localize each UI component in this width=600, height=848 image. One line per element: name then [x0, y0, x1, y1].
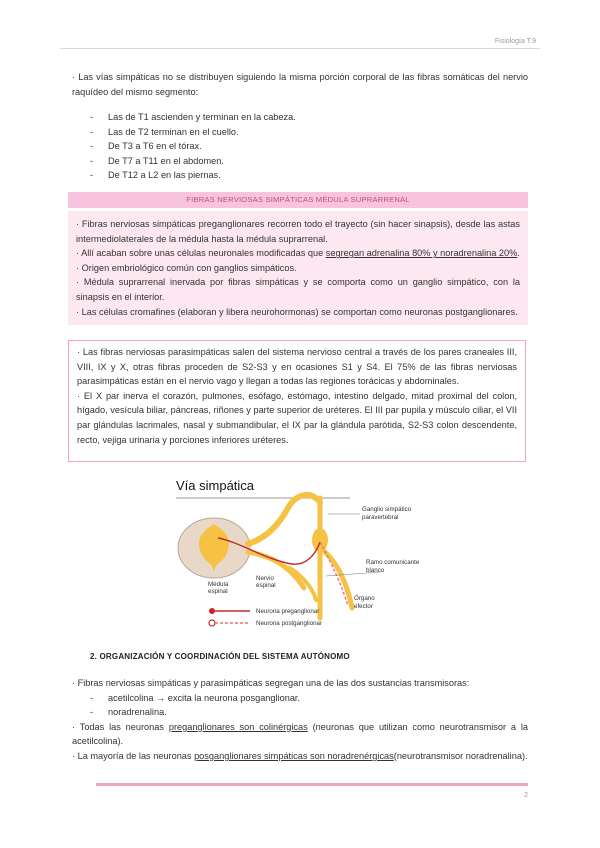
section2-p2: [72, 720, 528, 749]
header-rule: [60, 48, 540, 49]
text-run: · Todas las neuronas: [72, 721, 169, 732]
header-label: Fisiología T.9: [494, 38, 536, 45]
text-run: (neuronas que utilizan como neurotransmisor a la acetilcolina).: [72, 721, 529, 747]
list-item: - Las de T2 terminan en el cuello.: [90, 125, 296, 140]
list-item: - De T7 a T11 en el abdomen.: [90, 154, 296, 169]
footer-bar: [96, 783, 528, 786]
legend-pre-label: Neurona preganglionar: [256, 608, 320, 615]
label-medula: Médula: [208, 581, 229, 588]
suprarrenal-p4: · Médula suprarrenal inervada por fibras simpáticas y se comporta como un ganglio simpático, con la sinapsis en el interior.: [76, 277, 520, 302]
underlined-text: segregan adrenalina 80% y noradrenalina 20%: [325, 248, 518, 259]
section-title-suprarrenal: FIBRAS NERVIOSAS SIMPÁTICAS MÉDULA SUPRARRENAL: [68, 192, 528, 208]
section2-p3: [72, 749, 528, 764]
label-nervio: espinal: [256, 582, 276, 589]
parasimpatico-p1: · Las fibras nerviosas parasimpáticas salen del sistema nervioso central a través de los pares craneales III, VIII, IX y X, otras fibras proceden de S2-S3 y en ocasiones S1 y S4. El 75% de las fibras nerviosas parasimpáticas están en el nervio vago y llegan a todas las regiones torácicas y abdominales.: [77, 347, 517, 387]
label-ganglio: Ganglio simpático: [362, 506, 412, 513]
suprarrenal-p2: [76, 246, 520, 261]
list-item: - noradrenalina.: [72, 705, 528, 720]
text-run: · La mayoría de las neuronas: [72, 750, 195, 761]
legend-pre-icon: [209, 608, 215, 614]
via-simpatica-figure: [170, 468, 440, 638]
label-nervio: Nervio: [256, 575, 274, 582]
label-organo: efector: [354, 603, 373, 610]
suprarrenal-box: [68, 211, 528, 325]
section-heading: 2. ORGANIZACIÓN Y COORDINACIÓN DEL SISTEMA AUTÓNOMO: [90, 652, 350, 661]
label-medula: espinal: [208, 588, 228, 595]
suprarrenal-p5: · Las células cromafines (elaboran y libera neurohormonas) se comportan como neuronas postganglionares.: [76, 306, 518, 317]
organ-branch-icon: [320, 548, 352, 608]
list-item: - Las de T1 ascienden y terminan en la cabeza.: [90, 110, 296, 125]
segment-list: [90, 110, 296, 183]
figure-title: Vía simpática: [176, 478, 255, 493]
list-item: - De T12 a L2 en las piernas.: [90, 168, 296, 183]
label-organo: Órgano: [354, 595, 375, 602]
intro-paragraph: · Las vías simpáticas no se distribuyen siguiendo la misma porción corporal de las fibras somáticas del nervio raquídeo del mismo segmento:: [72, 72, 528, 97]
section2-body: [72, 676, 528, 764]
page-number: 2: [524, 792, 528, 799]
text-run: .: [517, 248, 520, 259]
nerve-root-icon: [248, 495, 320, 544]
suprarrenal-p3: · Origen embriológico común con ganglios simpáticos.: [76, 262, 297, 273]
label-ramo: blanco: [366, 567, 385, 574]
label-ganglio: paravertebral: [362, 514, 399, 521]
suprarrenal-p1: · Fibras nerviosas simpáticas preganglionares recorren todo el trayecto (sin hacer sinapsis), desde las astas intermediolaterales de la médula hasta la médula suprarrenal.: [76, 219, 520, 244]
parasimpatico-p2: · El X par inerva el corazón, pulmones, esófago, estómago, intestino delgado, mitad proximal del colon, hígado, vesícula biliar, páncreas, riñones y parte superior de uréteres. El III par pupila y músculo ciliar, el VII par glándulas lacrimales, nasal y submandibular, el IX par la glándula parótida, S2-S3 colon descendente, recto, vejiga urinaria y porciones inferiores uréteres.: [77, 390, 517, 445]
label-ramo: Ramo comunicante: [366, 559, 420, 566]
underlined-text: posganglionares simpáticas son noradrenérgicas: [194, 750, 394, 761]
parasimpatico-box: [68, 340, 526, 462]
text-run: (neurotransmisor noradrenalina).: [393, 750, 528, 761]
figure-svg: [170, 468, 440, 638]
text-run: · Allí acaban sobre unas células neuronales modificadas que: [76, 248, 326, 259]
list-item: - De T3 a T6 en el tórax.: [90, 139, 296, 154]
legend-post-label: Neurona postganglionar: [256, 620, 323, 627]
list-item: - acetilcolina → excita la neurona posganglionar.: [72, 691, 528, 706]
underlined-text: preganglionares son colinérgicas: [168, 721, 308, 732]
legend-post-icon: [209, 620, 215, 626]
section2-p1: · Fibras nerviosas simpáticas y parasimpáticas segregan una de las dos sustancias transmisoras:: [72, 678, 470, 688]
